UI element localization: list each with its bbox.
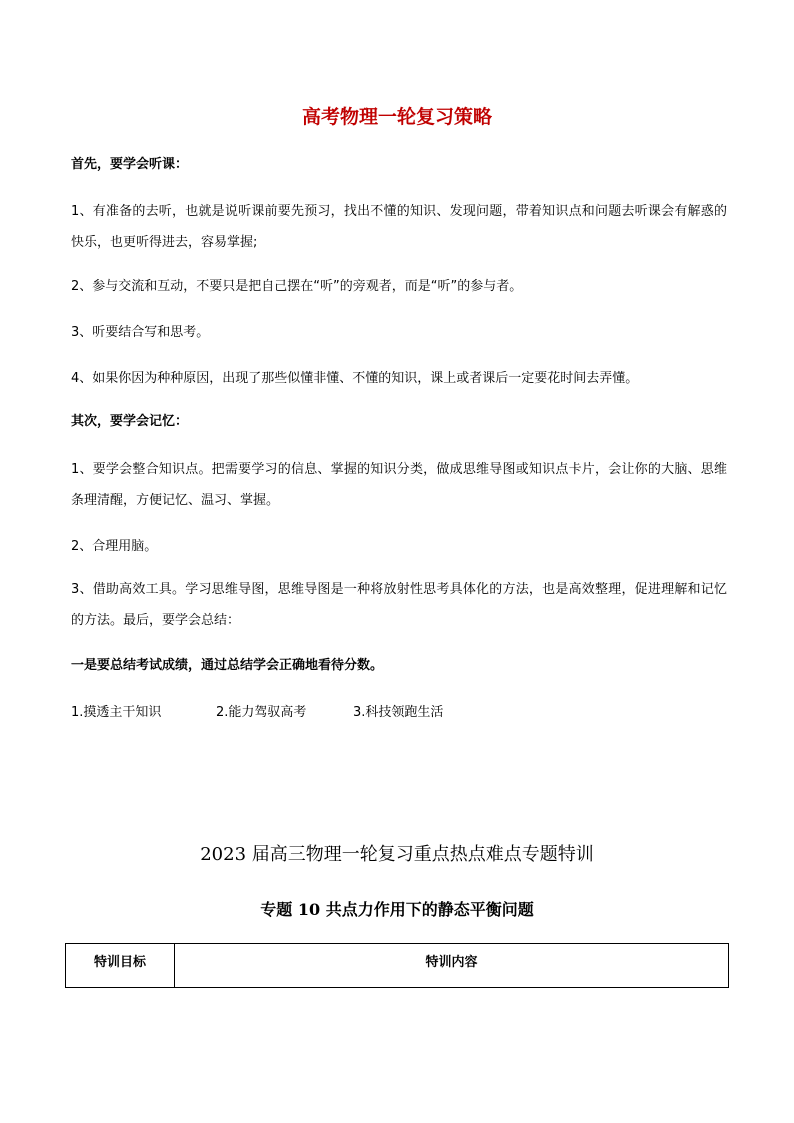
paragraph-memory-2: 2、合理用脑。 (71, 539, 158, 554)
paragraph-memory-1: 1、要学会整合知识点。把需要学习的信息、掌握的知识分类，做成思维导图或知识点卡片，会让你的大脑、思维条理清醒，方便记忆、温习、掌握。 (71, 462, 727, 508)
table-header-target: 特训目标 (66, 944, 175, 987)
document-title: 高考物理一轮复习策略 (301, 106, 492, 128)
key-point-2: 2.能力驾驭高考 (216, 705, 307, 720)
paragraph-listening-4: 4、如果你因为种种原因，出现了那些似懂非懂、不懂的知识，课上或者课后一定要花时间去弄懂。 (71, 371, 639, 386)
summary-line: 一是要总结考试成绩，通过总结学会正确地看待分数。 (71, 658, 384, 673)
key-point-3: 3.科技领跑生活 (353, 705, 444, 720)
paragraph-memory-3: 3、借助高效工具。学习思维导图，思维导图是一种将放射性思考具体化的方法，也是高效整理，促进理解和记忆的方法。最后，要学会总结： (71, 582, 727, 628)
table-header-content: 特训内容 (425, 955, 478, 970)
key-points (71, 703, 443, 723)
sub-heading: 专题 10 共点力作用下的静态平衡问题 (260, 900, 534, 919)
training-table (65, 943, 729, 988)
main-heading: 2023 届高三物理一轮复习重点热点难点专题特训 (200, 844, 594, 865)
section-heading-memory: 其次，要学会记忆： (71, 414, 189, 429)
paragraph-listening-1: 1、有准备的去听，也就是说听课前要先预习，找出不懂的知识、发现问题，带着知识点和问题去听课会有解惑的快乐，也更听得进去，容易掌握; (71, 204, 727, 250)
paragraph-listening-2: 2、参与交流和互动，不要只是把自己摆在“听”的旁观者，而是“听”的参与者。 (71, 279, 523, 294)
section-heading-listening: 首先，要学会听课： (71, 157, 189, 172)
key-point-1: 1.摸透主干知识 (71, 705, 162, 720)
paragraph-listening-3: 3、听要结合写和思考。 (71, 325, 210, 340)
